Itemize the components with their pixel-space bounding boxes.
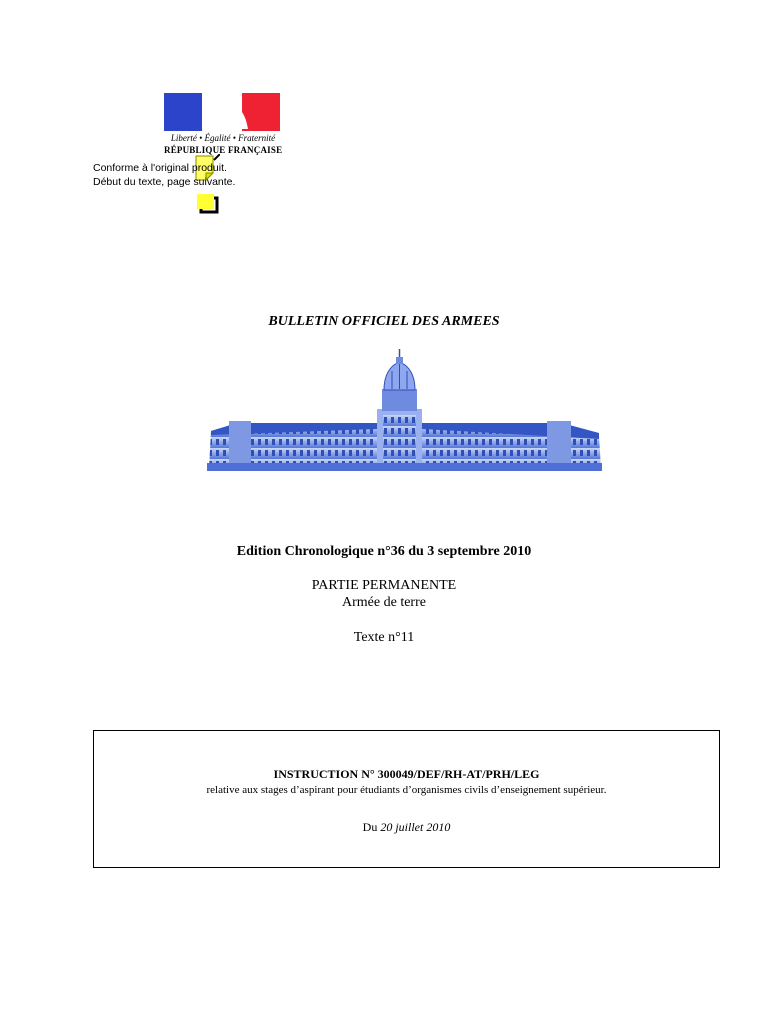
armee-label: Armée de terre	[342, 595, 426, 610]
edition-title: Edition Chronologique n°36 du 3 septembre 2010	[236, 544, 532, 559]
instruction-date-value: 20 juillet 2010	[380, 820, 451, 834]
logo-republic-text: RÉPUBLIQUE FRANÇAISE	[164, 145, 283, 155]
instruction-box	[93, 730, 720, 868]
sticky-note-line-2: Début du texte, page suivante.	[93, 175, 236, 188]
partie-label: PARTIE PERMANENTE	[311, 578, 457, 593]
logo-motto: Liberté • Égalité • Fraternité	[170, 133, 276, 143]
hotel-des-invalides-illustration	[207, 349, 602, 471]
republique-francaise-logo	[164, 93, 283, 155]
instruction-date	[94, 820, 719, 835]
tricolor-flag	[164, 93, 280, 131]
texte-number: Texte n°11	[353, 630, 415, 645]
sticky-note-line-1: Conforme à l'original produit.	[93, 162, 227, 174]
marianne-icon	[190, 95, 254, 131]
bulletin-title: BULLETIN OFFICIEL DES ARMEES	[268, 314, 500, 329]
sticky-note-text	[93, 162, 235, 189]
instruction-date-prefix: Du	[362, 820, 378, 834]
instruction-title: INSTRUCTION N° 300049/DEF/RH-AT/PRH/LEG	[273, 767, 540, 781]
instruction-subtitle: relative aux stages d’aspirant pour étudiants d’organismes civils d’enseignement supérieur.	[206, 784, 607, 796]
